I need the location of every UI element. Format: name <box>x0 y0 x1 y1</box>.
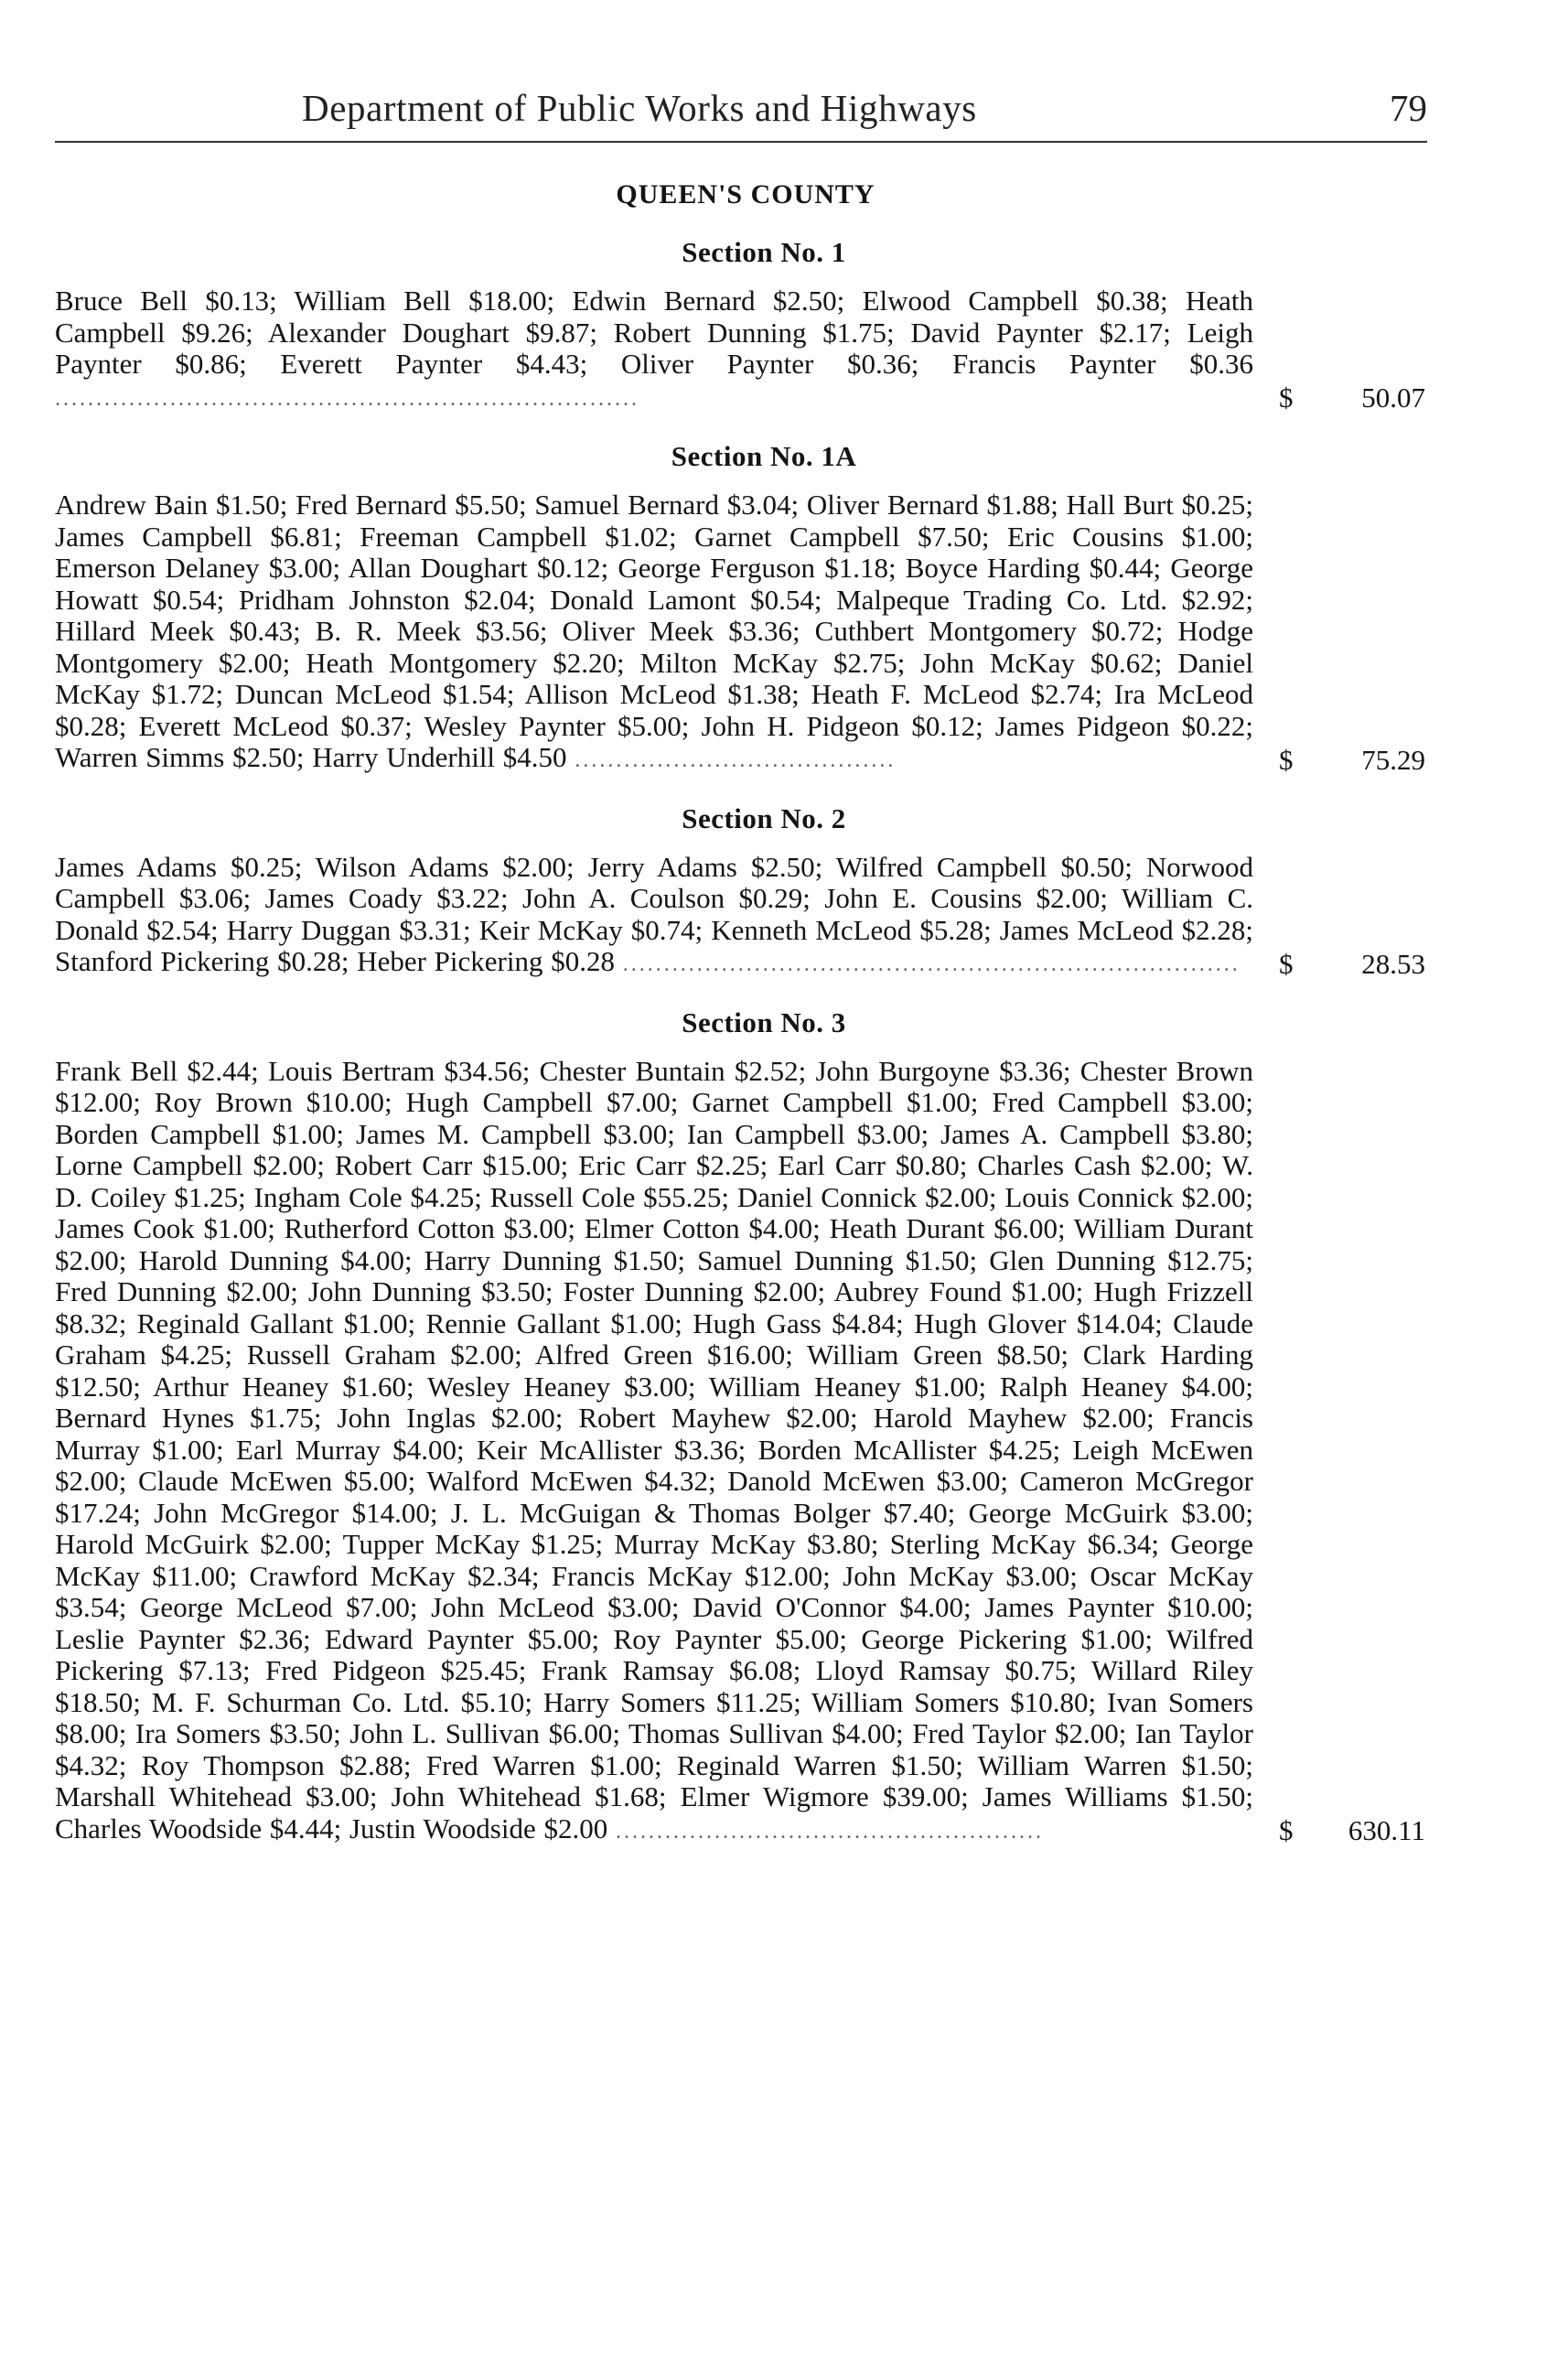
entries-text: James Adams $0.25; Wilson Adams $2.00; Jerry Adams $2.50; Wilfred Campbell $0.50; Norwood Campbell $3.06; James Coady $3.22; John A. Coulson $0.29; John E. Cousins $2.00; William C. Donald $2.54; Harry Duggan $3.31; Keir McKay $0.74; Kenneth McLeod $5.28; James McLeod $2.28; Stanford Pickering $0.28; Heber Pickering $0.28 <box>55 850 1253 977</box>
page-number: 79 <box>1390 87 1427 129</box>
total-dollar-sign: $ <box>1279 743 1294 776</box>
total-dollar-sign: $ <box>1279 947 1294 980</box>
section-heading: Section No. 1A <box>671 440 857 472</box>
total-amount: 75.29 <box>1361 743 1425 776</box>
total-amount: 28.53 <box>1361 947 1425 980</box>
dot-leader: ....................................................................... <box>55 386 639 411</box>
total-amount: 50.07 <box>1361 382 1425 414</box>
dot-leader: ....................................... <box>575 748 897 772</box>
section-entries <box>55 285 1253 414</box>
header-rule <box>55 141 1427 143</box>
total-dollar-sign: $ <box>1279 1814 1294 1846</box>
sections-container <box>55 236 1436 1873</box>
dot-leader: ........................................................................... <box>622 952 1240 976</box>
section-1a <box>55 440 1436 777</box>
county-heading: QUEEN'S COUNTY <box>616 179 875 210</box>
section-entries <box>55 1056 1253 1848</box>
total-dollar-sign: $ <box>1279 382 1294 414</box>
total-amount: 630.11 <box>1348 1814 1425 1846</box>
page-header <box>55 81 1427 145</box>
section-heading: Section No. 3 <box>682 1005 846 1038</box>
section-3 <box>55 1006 1436 1848</box>
section-1 <box>55 236 1436 414</box>
section-entries <box>55 852 1253 981</box>
entries-text: Bruce Bell $0.13; William Bell $18.00; Edwin Bernard $2.50; Elwood Campbell $0.38; Heath Campbell $9.26; Alexander Doughart $9.87; Robert Dunning $1.75; David Paynter $2.17; Leigh Paynter $0.86; Everett Paynter $4.43; Oliver Paynter $0.36; Francis Paynter $0.36 <box>55 285 1253 380</box>
dot-leader: .................................................... <box>615 1819 1044 1844</box>
section-heading: Section No. 2 <box>682 801 846 834</box>
entries-text: Andrew Bain $1.50; Fred Bernard $5.50; Samuel Bernard $3.04; Oliver Bernard $1.88; Hall Burt $0.25; James Campbell $6.81; Freeman Campbell $1.02; Garnet Campbell $7.50; Eric Cousins $1.00; Emerson Delaney $3.00; Allan Doughart $0.12; George Ferguson $1.18; Boyce Harding $0.44; George Howatt $0.54; Pridham Johnston $2.04; Donald Lamont $0.54; Malpeque Trading Co. Ltd. $2.92; Hillard Meek $0.43; B. R. Meek $3.56; Oliver Meek $3.36; Cuthbert Montgomery $0.72; Hodge Montgomery $2.00; Heath Montgomery $2.20; Milton McKay $2.75; John McKay $0.62; Daniel McKay $1.72; Duncan McLeod $1.54; Allison McLeod $1.38; Heath F. McLeod $2.74; Ira McLeod $0.28; Everett McLeod $0.37; Wesley Paynter $5.00; John H. Pidgeon $0.12; James Pidgeon $0.22; Warren Simms $2.50; Harry Underhill $4.50 <box>55 489 1253 773</box>
section-entries <box>55 489 1253 777</box>
entries-text: Frank Bell $2.44; Louis Bertram $34.56; Chester Buntain $2.52; John Burgoyne $3.36; Chester Brown $12.00; Roy Brown $10.00; Hugh Campbell $7.00; Garnet Campbell $1.00; Fred Campbell $3.00; Borden Campbell $1.00; James M. Campbell $3.00; Ian Campbell $3.00; James A. Campbell $3.80; Lorne Campbell $2.00; Robert Carr $15.00; Eric Carr $2.25; Earl Carr $0.80; Charles Cash $2.00; W. D. Coiley $1.25; Ingham Cole $4.25; Russell Cole $55.25; Daniel Connick $2.00; Louis Connick $2.00; James Cook $1.00; Rutherford Cotton $3.00; Elmer Cotton $4.00; Heath Durant $6.00; William Durant $2.00; Harold Dunning $4.00; Harry Dunning $1.50; Samuel Dunning $1.50; Glen Dunning $12.75; Fred Dunning $2.00; John Dunning $3.50; Foster Dunning $2.00; Aubrey Found $1.00; Hugh Frizzell $8.32; Reginald Gallant $1.00; Rennie Gallant $1.00; Hugh Gass $4.84; Hugh Glover $14.04; Claude Graham $4.25; Russell Graham $2.00; Alfred Green $16.00; William Green $8.50; Clark Harding $12.50; Arthur Heaney $1.60; Wesley Heaney $3.00; William Heaney $1.00; Ralph Heaney $4.00; Bernard Hynes $1.75; John Inglas $2.00; Robert Mayhew $2.00; Harold Mayhew $2.00; Francis Murray $1.00; Earl Murray $4.00; Keir McAllister $3.36; Borden McAllister $4.25; Leigh McEwen $2.00; Claude McEwen $5.00; Walford McEwen $4.32; Danold McEwen $3.00; Cameron McGregor $17.24; John McGregor $14.00; J. L. McGuigan & Thomas Bolger $7.40; George McGuirk $3.00; Harold McGuirk $2.00; Tupper McKay $1.25; Murray McKay $3.80; Sterling McKay $6.34; George McKay $11.00; Crawford McKay $2.34; Francis McKay $12.00; John McKay $3.00; Oscar McKay $3.54; George McLeod $7.00; John McLeod $3.00; David O'Connor $4.00; James Paynter $10.00; Leslie Paynter $2.36; Edward Paynter $5.00; Roy Paynter $5.00; George Pickering $1.00; Wilfred Pickering $7.13; Fred Pidgeon $25.45; Frank Ramsay $6.08; Lloyd Ramsay $0.75; Willard Riley $18.50; M. F. Schurman Co. Ltd. $5.10; Harry Somers $11.25; William Somers $10.80; Ivan Somers $8.00; Ira Somers $3.50; John L. Sullivan $6.00; Thomas Sullivan $4.00; Fred Taylor $2.00; Ian Taylor $4.32; Roy Thompson $2.88; Fred Warren $1.00; Reginald Warren $1.50; William Warren $1.50; Marshall Whitehead $3.00; John Whitehead $1.68; Elmer Wigmore $39.00; James Williams $1.50; Charles Woodside $4.44; Justin Woodside $2.00 <box>55 1054 1253 1844</box>
section-heading: Section No. 1 <box>682 236 846 268</box>
section-2 <box>55 802 1436 981</box>
running-title: Department of Public Works and Highways <box>302 87 977 129</box>
